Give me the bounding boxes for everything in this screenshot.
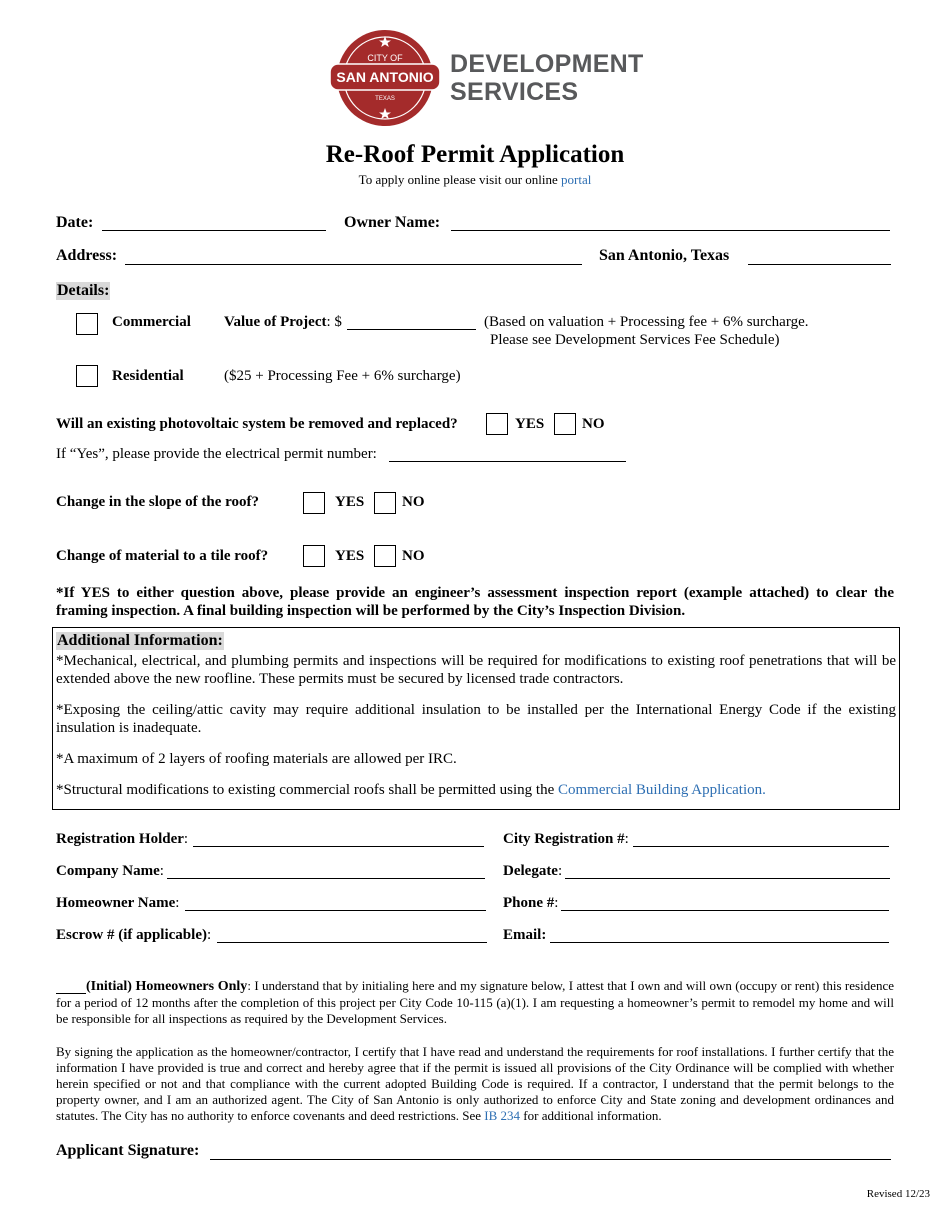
page-title: Re-Roof Permit Application — [325, 141, 625, 168]
owner-name-label: Owner Name: — [344, 214, 441, 231]
commercial-building-application-link[interactable]: Commercial Building Application. — [557, 782, 766, 798]
additional-info-p2: *Exposing the ceiling/attic cavity may require additional insulation to be installed per the International Energy Code if the existing insulation is inadequate. — [56, 702, 896, 736]
ib-234-link[interactable]: IB 234 — [484, 1108, 521, 1123]
homeowner-initial-label: (Initial) Homeowners Only — [86, 979, 248, 994]
homeowner-name-field[interactable] — [185, 910, 486, 911]
slope-yes-checkbox[interactable] — [303, 492, 325, 514]
tile-question: Change of material to a tile roof? — [56, 548, 269, 564]
escrow-colon: : — [206, 927, 212, 943]
valuation-note-line-1: (Based on valuation + Processing fee + 6% surcharge. — [484, 314, 809, 330]
email-label: Email: — [503, 927, 547, 943]
city-registration-label — [503, 831, 629, 848]
phone-label — [503, 895, 558, 912]
engineer-note: *If YES to either question above, please provide an engineer’s assessment inspection report (example attached) to clear the framing inspection. A final building inspection will be performed by the City’s Inspection Division. — [56, 585, 894, 619]
subtitle-text: To apply online please visit our online — [358, 172, 558, 187]
company-name-label — [56, 863, 164, 880]
commercial-checkbox[interactable] — [76, 313, 98, 335]
pv-yes-checkbox[interactable] — [486, 413, 508, 435]
registration-holder-field[interactable] — [193, 846, 484, 847]
slope-yes-label: YES — [335, 494, 365, 510]
homeowner-name-label — [56, 895, 179, 912]
tile-no-label: NO — [402, 548, 425, 564]
additional-info-heading: Additional Information: — [57, 632, 223, 649]
page-subtitle — [0, 172, 950, 188]
slope-no-checkbox[interactable] — [374, 492, 396, 514]
residential-note: ($25 + Processing Fee + 6% surcharge) — [224, 368, 461, 384]
dept-name-line-1: DEVELOPMENT — [450, 50, 644, 78]
slope-no-label: NO — [402, 494, 425, 510]
applicant-signature-label: Applicant Signature: — [56, 1142, 200, 1159]
residential-label: Residential — [112, 368, 184, 384]
applicant-signature-field[interactable] — [210, 1159, 891, 1160]
pv-yes-label: YES — [515, 416, 545, 432]
homeowner-attestation — [56, 978, 894, 1027]
portal-link[interactable]: portal — [561, 172, 592, 187]
revision-date: Revised 12/23 — [866, 1188, 930, 1200]
escrow-text: Escrow # (if applicable) — [56, 927, 207, 943]
delegate-text: Delegate — [503, 863, 558, 879]
details-heading: Details: — [57, 282, 110, 299]
valuation-note-line-2: Please see Development Services Fee Schedule) — [490, 332, 780, 348]
seal-city-of: CITY OF — [367, 53, 403, 63]
dept-name-line-2: SERVICES — [450, 78, 579, 106]
city-registration-field[interactable] — [633, 846, 889, 847]
additional-info-p1: *Mechanical, electrical, and plumbing permits and inspections will be required for modifications to existing roof penetrations that will be extended above the new roofline. These permits must be secured by licensed trade contractors. — [56, 653, 896, 687]
pv-no-label: NO — [582, 416, 605, 432]
city-seal-icon — [328, 28, 442, 128]
escrow-label — [56, 927, 211, 944]
address-label: Address: — [56, 247, 118, 264]
residential-checkbox[interactable] — [76, 365, 98, 387]
company-name-field[interactable] — [167, 878, 485, 879]
delegate-field[interactable] — [565, 878, 890, 879]
additional-info-box — [52, 627, 900, 810]
email-field[interactable] — [550, 942, 889, 943]
additional-info-p4 — [56, 782, 766, 799]
city-registration-text: City Registration # — [503, 831, 625, 847]
pv-no-checkbox[interactable] — [554, 413, 576, 435]
tile-no-checkbox[interactable] — [374, 545, 396, 567]
registration-holder-text: Registration Holder — [56, 831, 184, 847]
additional-info-p3: *A maximum of 2 layers of roofing materials are allowed per IRC. — [56, 751, 457, 767]
company-name-text: Company Name — [56, 863, 160, 879]
pv-question: Will an existing photovoltaic system be removed and replaced? — [56, 416, 458, 432]
date-label: Date: — [56, 214, 94, 231]
registration-holder-label — [56, 831, 188, 848]
slope-question: Change in the slope of the roof? — [56, 494, 260, 510]
certification-end: for additional information. — [523, 1108, 662, 1123]
company-name-colon: : — [159, 863, 164, 879]
tile-yes-checkbox[interactable] — [303, 545, 325, 567]
zip-field[interactable] — [748, 264, 891, 265]
phone-field[interactable] — [561, 910, 889, 911]
commercial-label: Commercial — [112, 314, 191, 330]
value-label-suffix: : $ — [326, 314, 342, 330]
permit-number-label: If “Yes”, please provide the electrical permit number: — [56, 446, 377, 462]
permit-number-field[interactable] — [389, 461, 626, 462]
value-of-project-label — [224, 314, 342, 331]
seal-name: SAN ANTONIO — [336, 69, 434, 85]
tile-yes-label: YES — [335, 548, 365, 564]
certification-body: By signing the application as the homeowner/contractor, I certify that I have read and understand the requirements for roof installations. I further certify that the information I have provided is true and correct and hereby agree that if the permit is issued all provisions of the City Ordinance will be complied with whether herein specified or not and that compliance with the current adopted Building Code is required. If a contractor, I understand that the permit belongs to the property owner, and I am an authorized agent. The City of San Antonio is only authorized to enforce City and State zoning and development ordinances and statutes. The City has no authority to enforce covenants and deed restrictions. See — [56, 1044, 894, 1123]
value-label-text: Value of Project — [224, 314, 327, 330]
phone-text: Phone # — [503, 895, 555, 911]
owner-name-field[interactable] — [451, 230, 890, 231]
homeowner-name-colon: : — [175, 895, 180, 911]
delegate-colon: : — [557, 863, 563, 879]
address-field[interactable] — [125, 264, 582, 265]
escrow-field[interactable] — [217, 942, 487, 943]
date-field[interactable] — [102, 230, 326, 231]
phone-colon: : — [554, 895, 559, 911]
homeowner-attestation-text: : I understand that by initialing here and my signature below, I attest that I own and will own (occupy or rent) this residence for a period of 12 months after the completion of this project per City Code 10-115 (a)(1). I am requesting a homeowner’s permit to remodel my home and will be responsible for all inspections as required by the Development Services. — [56, 978, 895, 1026]
homeowner-name-text: Homeowner Name — [56, 895, 176, 911]
seal-state: TEXAS — [375, 96, 395, 102]
certification-text — [56, 1044, 894, 1124]
additional-info-p4-text: *Structural modifications to existing commercial roofs shall be permitted using the — [56, 782, 555, 798]
value-of-project-field[interactable] — [347, 329, 476, 330]
delegate-label — [503, 863, 562, 880]
logo — [328, 28, 644, 128]
city-registration-colon: : — [624, 831, 629, 847]
registration-holder-colon: : — [183, 831, 189, 847]
city-state-label: San Antonio, Texas — [599, 247, 730, 264]
